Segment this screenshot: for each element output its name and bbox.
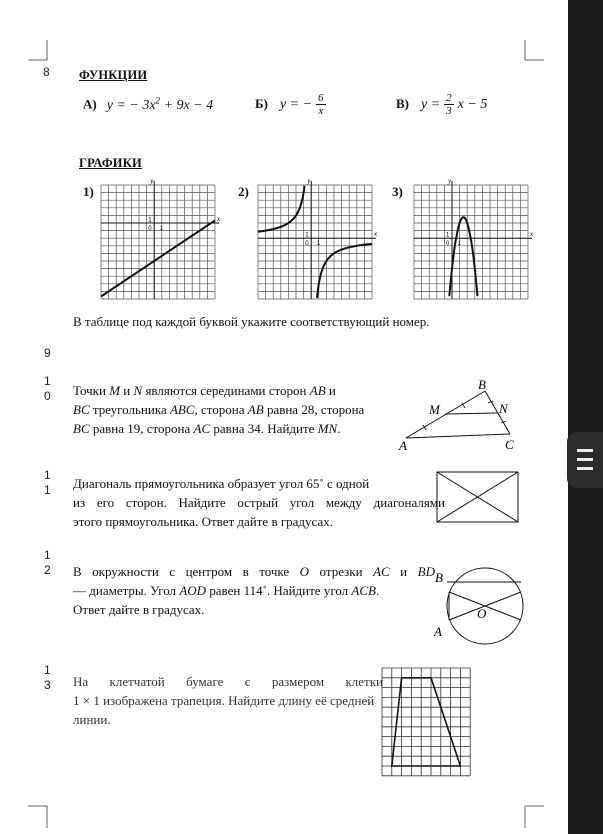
- axis-label-y: y: [448, 177, 452, 185]
- instruction-text: В таблице под каждой буквой укажите соответствующий номер.: [73, 314, 430, 329]
- tick-label-1: 1: [446, 232, 450, 239]
- task-number-13-top: 1: [44, 663, 51, 677]
- axis-label-x: x: [530, 230, 534, 239]
- tick-label-1: 1: [148, 217, 152, 224]
- task-number-11-bottom: 1: [44, 483, 51, 497]
- graph-3-label: 3): [392, 184, 403, 199]
- graph-1: [101, 177, 221, 301]
- task-13-text: На клетчатой бумаге с размером клетки 1 × 1 изображена трапеция. Найдите длину её средней линии.: [73, 674, 383, 727]
- function-b-label: Б): [255, 96, 268, 112]
- function-a: [83, 95, 213, 114]
- tick-label-1: 1: [316, 241, 321, 248]
- function-a-label: А): [83, 96, 97, 112]
- function-curve: [317, 244, 372, 298]
- function-v-prefix: y =: [421, 97, 441, 113]
- triangle-figure: [398, 376, 528, 456]
- triangle-vertex-a: A: [399, 438, 407, 453]
- tick-label-1: 1: [305, 232, 309, 239]
- trapezoid: [392, 678, 461, 766]
- function-b: [255, 92, 326, 117]
- triangle-vertex-c: C: [505, 437, 514, 452]
- hamburger-icon-bar: [577, 467, 593, 470]
- functions-heading: ФУНКЦИИ: [79, 68, 148, 82]
- circle-point-a: A: [434, 624, 442, 639]
- task-number-13-bottom: 3: [44, 678, 51, 692]
- circle-point-b: B: [435, 570, 443, 585]
- triangle-vertex-b: B: [478, 377, 486, 392]
- function-b-fraction: $\frac{6}{x}$: [318, 92, 324, 117]
- axis-label-x: x: [374, 230, 378, 239]
- triangle-point-m: M: [429, 402, 440, 417]
- function-v-fraction: $\frac{2}{3}$: [446, 92, 452, 117]
- graph-3: [414, 177, 534, 301]
- task-number-9: 9: [44, 346, 51, 360]
- tick-label-1: 1: [457, 241, 461, 248]
- tick-label-1: 1: [159, 226, 164, 232]
- hamburger-icon: [577, 449, 593, 452]
- task-10-text: Точки M и N являются серединами сторон AB и BC треугольника ABC, сторона AB равна 28, сторона BC равна 19, сторона AC равна 34. Найдите MN.: [73, 383, 365, 436]
- graphs-heading: ГРАФИКИ: [79, 156, 142, 170]
- task-11-text: Диагональ прямоугольника образует угол 65˚ с одной из его сторон. Найдите острый угол между диагоналями этого прямоугольника. Ответ дайте в градусах.: [73, 476, 445, 529]
- task-12-text: В окружности с центром в точке O отрезки AC и BD — диаметры. Угол AOD равен 114˚. Найдите угол ACB. Ответ дайте в градусах.: [73, 564, 435, 617]
- graph-2: [258, 177, 378, 301]
- viewer-sidebar: [568, 0, 603, 834]
- hamburger-icon-bar: [577, 458, 593, 461]
- function-b-prefix: y = −: [279, 97, 313, 113]
- task-number-8: 8: [43, 65, 50, 79]
- task-number-11-top: 1: [44, 468, 51, 482]
- origin-label: 0: [148, 226, 152, 232]
- task-number-10-top: 1: [44, 374, 51, 388]
- function-curve: [449, 217, 477, 296]
- task-number-12-bottom: 2: [44, 563, 51, 577]
- function-v-suffix: x − 5: [457, 97, 488, 113]
- graph-2-label: 2): [238, 184, 249, 199]
- function-curve: [101, 221, 215, 297]
- circle-figure: [430, 556, 530, 642]
- axis-label-x: x: [217, 215, 221, 223]
- trapezoid-grid-figure: [382, 668, 472, 778]
- function-a-formula: y = − $3x^2 + 9x - 4$: [106, 95, 214, 113]
- circle-center-o: O: [477, 606, 487, 621]
- graph-1-label: 1): [83, 184, 94, 199]
- task-number-12-top: 1: [44, 548, 51, 562]
- function-v-label: В): [396, 96, 409, 112]
- origin-label: 0: [446, 241, 450, 248]
- function-v: [396, 92, 487, 117]
- menu-button[interactable]: [567, 432, 603, 488]
- task-number-10-bottom: 0: [44, 389, 51, 403]
- axis-label-y: y: [150, 177, 154, 185]
- triangle-point-n: N: [499, 401, 508, 416]
- origin-label: 0: [305, 241, 309, 248]
- axis-label-y: y: [307, 177, 311, 185]
- rectangle-figure: [436, 471, 520, 523]
